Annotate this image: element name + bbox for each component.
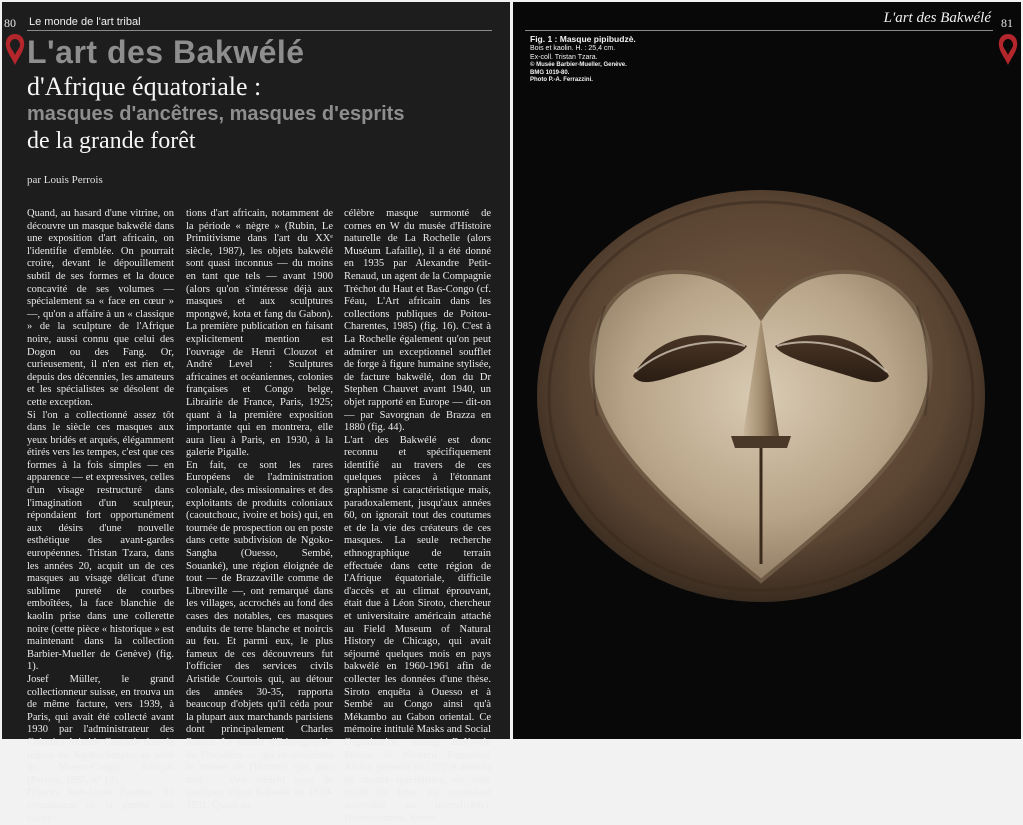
article-title-line-2: d'Afrique équatoriale : (27, 72, 262, 101)
caption-line: Ex-coll. Tristan Tzara. (530, 53, 598, 61)
chapter-marker-icon (4, 32, 26, 66)
header-rule (525, 30, 993, 31)
paragraph: D'après Jean-Louis Paudrat, fin connaisseur de la genèse des collec- (27, 787, 174, 824)
article-title-line-4: de la grande forêt (27, 128, 196, 154)
caption-title: Fig. 1 : Masque pipibudzè. (530, 34, 636, 44)
paragraph: Si l'on a collectionné assez tôt dans le siècle ces masques aux yeux bridés et arqués, élégamment étirés vers les tempes, c'est que ces formes à la fois simples — en apparence — et expressives, celles d'un visage restructuré dans l'imagination d'un sculpteur, répondaient fort opportunément aux désirs d'une nouvelle esthétique des avant-gardes européennes. Tristan Tzara, dans les années 20, acquit un de ces masques au visage délicat d'une sublime pureté de courbes emboîtées, la face blanchie de kaolin prise dans une collerette noire (cette pièce « historique » est maintenant dans la collection Barbier-Mueller de Genève) (fig. 1). (27, 409, 174, 673)
article-subtitle: masques d'ancêtres, masques d'esprits (27, 103, 405, 125)
paragraph: célèbre masque surmonté de cornes en W du musée d'Histoire naturelle de La Rochelle (alors Muséum Lafaille), il a été donné en 1935 par Alexandre Petit-Renaud, un agent de la Compagnie Tréchot du Haut et Bas-Congo (cf. Féau, L'Art africain dans les collections publiques de Poitou-Charentes, 1985) (fig. 16). C'est à La Rochelle également qu'on peut admirer un exceptionnel soufflet de forge à figure humaine stylisée, de facture bakwélé, don du Dr Stephen Chauvet avant 1940, un objet rapporté en Europe — dit-on — par Savorgnan de Brazza en 1880 (fig. 44). (344, 208, 491, 434)
right-page (513, 2, 1021, 739)
caption-credit: © Musée Barbier-Mueller, Genève. (530, 62, 627, 68)
running-head-right: L'art des Bakwélé (883, 10, 991, 26)
text-column-2 (186, 208, 333, 813)
caption-credit: Photo P.-A. Ferrazzini. (530, 77, 593, 83)
paragraph: En fait, ce sont les rares Européens de l'administration coloniale, des missionnaires et des exploitants de produits coloniaux (caoutchouc, ivoire et bois) qui, en tournée de prospection ou en poste dans cette subdivision de Ngoko-Sangha (Ouesso, Sembé, Souanké), une région éloignée de tout — de Brazzaville comme de Libreville —, ont remarqué dans les villages, accrochés au fond des cases des notables, ces masques enduits de terre blanche et noircis au feu. Et parmi eux, le plus fameux de ces découvreurs fut l'officier des services civils Aristide Courtois qui, au détour des années 30-35, rapporta beaucoup d'objets qu'il céda pour la plupart aux marchands parisiens dont principalement Charles Ratton. Le musée d'Ethnographie du Trocadéro — qui ne deviendra le musée de l'Homme que plus tard — s'est enrichi aussi de quelques objets bakwélé en 1930-1931. Quant au (186, 459, 333, 811)
paragraph: Josef Müller, le grand collectionneur suisse, en trouva un de même facture, vers 1939, à Paris, qui avait été collecté avant 1930 par l'administrateur des Colonies Aristide Courtois dans la région de Ngoko-Sangha au nord du Moyen-Congo français (Perrois, 1985, n° 19). (27, 673, 174, 786)
byline: par Louis Perrois (27, 174, 103, 186)
header-rule (27, 30, 492, 31)
text-column-3 (344, 208, 491, 825)
paragraph: tions d'art africain, notamment de la période « nègre » (Rubin, Le Primitivisme dans l'art du XXᵉ siècle, 1987), les objets bakwélé sont quasi inconnus — du moins en tant que tels — avant 1900 (alors qu'on s'intéresse déjà aux masques et aux sculptures mpongwé, kota et fang du Gabon). La première publication en faisant explicitement mention est l'ouvrage de Henri Clouzot et André Level : Sculptures africaines et océaniennes, colonies françaises et Congo belge, Librairie de France, Paris, 1925; quant à la première exposition importante qui en montrera, elle aura lieu à Paris, en 1930, à la galerie Pigalle. (186, 208, 333, 459)
folio-right: 81 (1001, 16, 1013, 30)
running-head-left: Le monde de l'art tribal (29, 16, 141, 28)
figure-caption (530, 34, 730, 85)
chapter-marker-icon (997, 32, 1019, 66)
left-page (2, 2, 510, 824)
caption-line: Bois et kaolin. H. : 25,4 cm. (530, 45, 616, 52)
article-title: L'art des Bakwélé (27, 34, 305, 70)
folio-left: 80 (4, 16, 16, 30)
mask-photograph (535, 186, 987, 606)
paragraph: Quand, au hasard d'une vitrine, on découvre un masque bakwélé dans une exposition d'art africain, on l'identifie d'emblée. On pourrait croire, devant le dépouillement subtil de ses formes et la douce concavité de ses volumes — spécialement sa « face en cœur » —, qu'on a affaire à un « classique » de la sculpture de l'Afrique noire, aussi connu que celui des Dogon ou des Fang. Or, curieusement, il n'en est rien et, depuis des décennies, les amateurs et les spécialistes se désolent de cette exception. (27, 208, 174, 408)
caption-credit: BMG 1019-80. (530, 69, 570, 76)
text-column-1 (27, 208, 174, 825)
paragraph: L'art des Bakwélé est donc reconnu et spécifiquement identifié au travers de ces quelques pièces à l'étonnant graphisme si caractéristique mais, paradoxalement, jusqu'aux années 60, on ignorait tout des coutumes et de la vie des créateurs de ces masques. La seule recherche ethnographique de terrain effectuée dans cette région de l'Afrique équatoriale, difficile d'accès et au climat éprouvant, était due à Léon Siroto, chercheur et universitaire américain attaché au Field Museum of Natural History de Chicago, qui avait séjourné quelques mois en pays bakwélé en 1960-1961 afin de collecter les données d'une thèse. Siroto enquêta à Ouesso et à Sembé au Congo ainsi qu'à Mékambo au Gabon oriental. Ce mémoire intitulé Masks and Social Organization among BaKwele People of Western Equatorial Africa, présenté en 1970 et attendu de maints spécialistes, est resté inédit (le texte est cependant accessible sur microfiches). Heureusement, Siroto (344, 434, 491, 824)
